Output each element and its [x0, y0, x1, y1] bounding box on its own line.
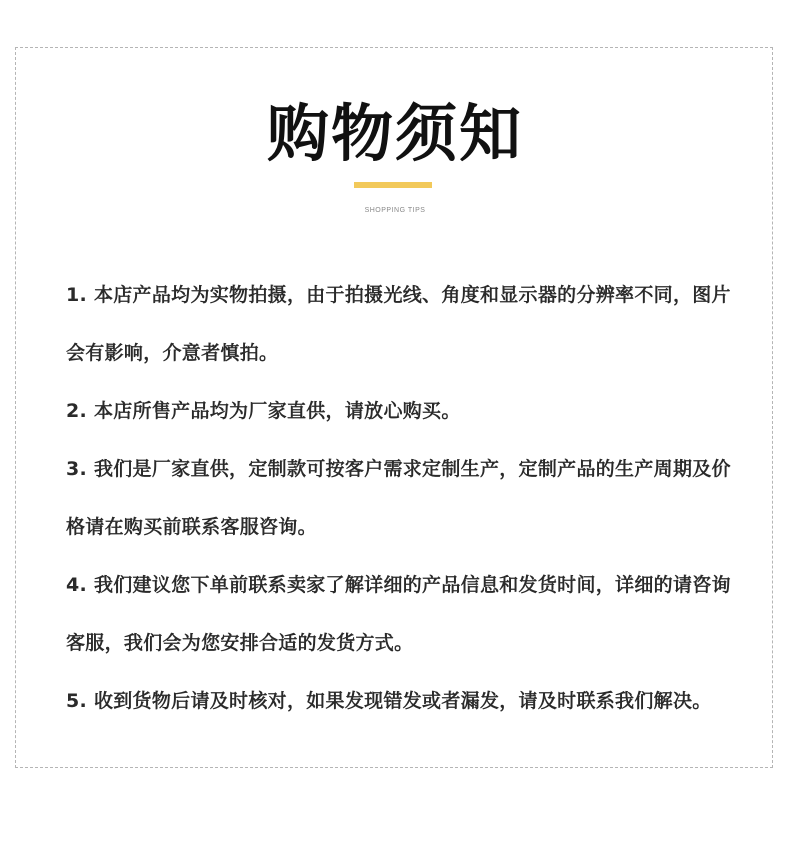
- tip-item-5: 5. 收到货物后请及时核对，如果发现错发或者漏发，请及时联系我们解决。: [66, 690, 712, 712]
- tips-list: [66, 266, 746, 730]
- tip-item-3: 3. 我们是厂家直供，定制款可按客户需求定制生产，定制产品的生产周期及价格请在购买前联系客服咨询。: [66, 458, 731, 538]
- page-subtitle: SHOPPING TIPS: [364, 207, 426, 214]
- tip-item-4: 4. 我们建议您下单前联系卖家了解详细的产品信息和发货时间，详细的请咨询客服，我们会为您安排合适的发货方式。: [66, 574, 731, 654]
- title-underline: [354, 182, 432, 188]
- page-title: 购物须知: [266, 97, 523, 170]
- tip-item-2: 2. 本店所售产品均为厂家直供，请放心购买。: [66, 400, 461, 422]
- tip-item-1: 1. 本店产品均为实物拍摄，由于拍摄光线、角度和显示器的分辨率不同，图片会有影响，介意者慎拍。: [66, 284, 731, 364]
